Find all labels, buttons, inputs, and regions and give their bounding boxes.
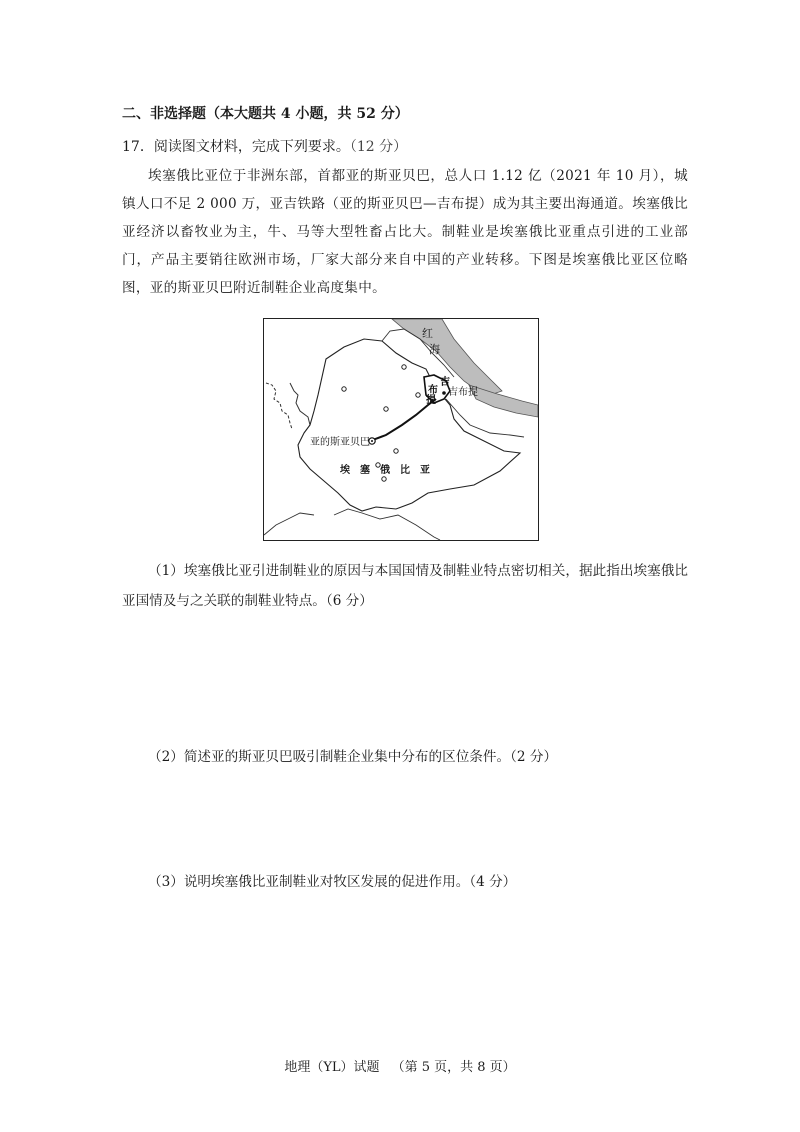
sw-border [264,513,314,535]
subquestion-1: （1）埃塞俄比亚引进制鞋业的原因与本国国情及制鞋业特点密切相关，据此指出埃塞俄比亚国情及与之关联的制鞋业特点。（6 分） [122,563,688,609]
addis-ababa-marker-center [371,440,373,442]
city-dot [382,477,386,481]
map-label-red-sea: 海 [429,343,440,356]
map-label-djibouti-city: 吉布提 [448,387,478,398]
djibouti-city-marker [442,391,446,395]
footer-subject: 地理（YL）试题 [284,1060,380,1075]
question-17-text: 17．阅读图文材料，完成下列要求。 [122,139,350,155]
city-dot [342,387,346,391]
map-label-addis-ababa: 亚的斯亚贝巴 [310,437,370,448]
question-17-score: （12 分） [349,139,408,155]
page-footer [0,1056,800,1075]
footer-page-number: （第 5 页，共 8 页） [391,1060,516,1075]
west-border [266,383,292,429]
south-border [334,509,440,540]
gulf-of-aden-shape [469,385,538,417]
map-label-red-sea: 红 [422,327,433,340]
question-17-material: 埃塞俄比亚位于非洲东部，首都亚的斯亚贝巴，总人口 1.12 亿（2021 年 10 月），城镇人口不足 2 000 万，亚吉铁路（亚的斯亚贝巴—吉布提）成为其主要出海通道。埃塞俄比亚经济以畜牧业为主，牛、马等大型牲畜占比大。制鞋业是埃塞俄比亚重点引进的工业部门，产品主要销往欧洲市场，厂家大部分来自中国的产业转移。下图是埃塞俄比亚区位略图，亚的斯亚贝巴附近制鞋企业高度集中。 [122,168,688,296]
map-label-djibouti-country: 布 [428,385,438,396]
city-dot [402,365,406,369]
ethiopia-border [298,339,520,511]
city-dot [384,407,388,411]
map-label-djibouti-country: 提 [426,395,436,406]
subquestion-2: （2）简述亚的斯亚贝巴吸引制鞋企业集中分布的区位条件。（2 分） [148,749,558,765]
sudan-border [290,383,310,433]
city-dot [394,449,398,453]
question-17-heading [122,136,407,156]
map-label-ethiopia: 埃 塞 俄 比 亚 [340,465,430,476]
section-title: 二、非选择题（本大题共 4 小题，共 52 分） [122,106,409,122]
city-dot [416,393,420,397]
map-label-djibouti-country: 吉 [440,377,450,388]
subquestion-3: （3）说明埃塞俄比亚制鞋业对牧区发展的促进作用。（4 分） [148,874,517,890]
ethiopia-location-map [263,318,539,541]
